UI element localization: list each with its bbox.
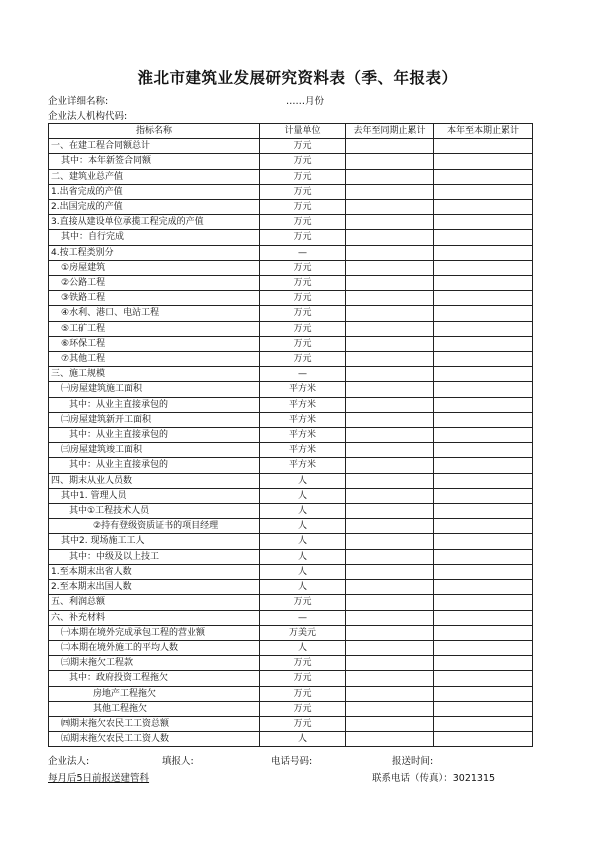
table-row [49,245,533,260]
this-year-cumulative-cell[interactable] [434,200,533,215]
table-row [49,640,533,655]
unit-cell: 人 [260,473,346,488]
indicator-name-cell: ㈠本期在境外完成承包工程的营业额 [49,625,260,640]
table-row [49,580,533,595]
last-year-cumulative-cell[interactable] [346,230,434,245]
unit-cell: 万元 [260,139,346,154]
last-year-cumulative-cell[interactable] [346,412,434,427]
indicator-name-cell: 其中1. 管理人员 [49,488,260,503]
last-year-cumulative-cell[interactable] [346,656,434,671]
last-year-cumulative-cell[interactable] [346,473,434,488]
unit-cell: 人 [260,580,346,595]
indicator-name-cell: ②公路工程 [49,276,260,291]
table-row [49,519,533,534]
table-row [49,200,533,215]
table-row [49,154,533,169]
this-year-cumulative-cell[interactable] [434,625,533,640]
last-year-cumulative-cell[interactable] [346,139,434,154]
this-year-cumulative-cell[interactable] [434,336,533,351]
this-year-cumulative-cell[interactable] [434,640,533,655]
last-year-cumulative-cell[interactable] [346,564,434,579]
unit-cell: — [260,610,346,625]
unit-cell: 人 [260,534,346,549]
last-year-cumulative-cell[interactable] [346,625,434,640]
this-year-cumulative-cell[interactable] [434,473,533,488]
last-year-cumulative-cell[interactable] [346,382,434,397]
table-row [49,321,533,336]
table-row [49,732,533,747]
indicator-name-cell: 四、期末从业人员数 [49,473,260,488]
legal-person-label: 企业法人: [48,756,90,767]
table-row [49,306,533,321]
table-row [49,367,533,382]
indicator-name-cell: ㈡本期在境外施工的平均人数 [49,640,260,655]
indicator-name-cell: 其中①工程技术人员 [49,504,260,519]
this-year-cumulative-cell[interactable] [434,139,533,154]
indicator-name-cell: 二、建筑业总产值 [49,169,260,184]
phone-label: 电话号码: [271,756,313,767]
last-year-cumulative-cell[interactable] [346,732,434,747]
indicator-name-cell: ㈢房屋建筑竣工面积 [49,443,260,458]
indicator-name-cell: ㈠房屋建筑施工面积 [49,382,260,397]
this-year-cumulative-cell[interactable] [434,291,533,306]
unit-cell: 平方米 [260,458,346,473]
indicator-name-cell: 三、施工规模 [49,367,260,382]
column-header-last-year: 去年至同期止累计 [346,124,434,139]
last-year-cumulative-cell[interactable] [346,686,434,701]
last-year-cumulative-cell[interactable] [346,276,434,291]
table-row [49,625,533,640]
indicator-name-cell: ⑥环保工程 [49,336,260,351]
this-year-cumulative-cell[interactable] [434,488,533,503]
deadline-note: 每月后5日前报送建管科 [48,773,150,784]
last-year-cumulative-cell[interactable] [346,701,434,716]
org-code-label: 企业法人机构代码: [48,111,128,122]
table-row [49,352,533,367]
this-year-cumulative-cell[interactable] [434,549,533,564]
indicator-name-cell: 其中：从业主直接承包的 [49,397,260,412]
table-row [49,473,533,488]
this-year-cumulative-cell[interactable] [434,230,533,245]
this-year-cumulative-cell[interactable] [434,534,533,549]
unit-cell: 万美元 [260,625,346,640]
unit-cell: 平方米 [260,428,346,443]
this-year-cumulative-cell[interactable] [434,458,533,473]
unit-cell: 万元 [260,215,346,230]
table-row [49,488,533,503]
last-year-cumulative-cell[interactable] [346,610,434,625]
table-row [49,397,533,412]
indicator-name-cell: 房地产工程拖欠 [49,686,260,701]
table-body [49,139,533,747]
table-row [49,504,533,519]
table-row [49,656,533,671]
last-year-cumulative-cell[interactable] [346,595,434,610]
statistics-table [48,123,533,747]
table-row [49,291,533,306]
this-year-cumulative-cell[interactable] [434,276,533,291]
unit-cell: 万元 [260,336,346,351]
table-row [49,443,533,458]
last-year-cumulative-cell[interactable] [346,519,434,534]
indicator-name-cell: 1.至本期末出省人数 [49,564,260,579]
company-name-label: 企业详细名称: [48,96,109,107]
table-row [49,701,533,716]
this-year-cumulative-cell[interactable] [434,564,533,579]
table-row [49,534,533,549]
this-year-cumulative-cell[interactable] [434,656,533,671]
table-row [49,610,533,625]
table-row [49,276,533,291]
table-row [49,716,533,731]
last-year-cumulative-cell[interactable] [346,260,434,275]
this-year-cumulative-cell[interactable] [434,367,533,382]
column-header-unit: 计量单位 [260,124,346,139]
indicator-name-cell: ①房屋建筑 [49,260,260,275]
this-year-cumulative-cell[interactable] [434,701,533,716]
last-year-cumulative-cell[interactable] [346,352,434,367]
table-header-row [49,124,533,139]
this-year-cumulative-cell[interactable] [434,169,533,184]
last-year-cumulative-cell[interactable] [346,580,434,595]
last-year-cumulative-cell[interactable] [346,291,434,306]
last-year-cumulative-cell[interactable] [346,321,434,336]
last-year-cumulative-cell[interactable] [346,169,434,184]
unit-cell: 万元 [260,701,346,716]
last-year-cumulative-cell[interactable] [346,504,434,519]
table-row [49,671,533,686]
indicator-name-cell: 其他工程拖欠 [49,701,260,716]
this-year-cumulative-cell[interactable] [434,260,533,275]
unit-cell: 万元 [260,321,346,336]
table-row [49,428,533,443]
unit-cell: 人 [260,732,346,747]
unit-cell: 万元 [260,200,346,215]
unit-cell: 万元 [260,154,346,169]
indicator-name-cell: 2.至本期末出国人数 [49,580,260,595]
unit-cell: 万元 [260,352,346,367]
indicator-name-cell: 2.出国完成的产值 [49,200,260,215]
this-year-cumulative-cell[interactable] [434,382,533,397]
unit-cell: 平方米 [260,443,346,458]
indicator-name-cell: ㈣期末拖欠农民工工资总额 [49,716,260,731]
unit-cell: 万元 [260,671,346,686]
unit-cell: 万元 [260,595,346,610]
last-year-cumulative-cell[interactable] [346,428,434,443]
last-year-cumulative-cell[interactable] [346,549,434,564]
indicator-name-cell: 其中：政府投资工程拖欠 [49,671,260,686]
this-year-cumulative-cell[interactable] [434,610,533,625]
indicator-name-cell: 1.出省完成的产值 [49,184,260,199]
unit-cell: 万元 [260,169,346,184]
indicator-name-cell: 4.按工程类别分 [49,245,260,260]
column-header-this-year: 本年至本期止累计 [434,124,533,139]
last-year-cumulative-cell[interactable] [346,154,434,169]
this-year-cumulative-cell[interactable] [434,504,533,519]
this-year-cumulative-cell[interactable] [434,154,533,169]
this-year-cumulative-cell[interactable] [434,732,533,747]
unit-cell: 人 [260,640,346,655]
unit-cell: 万元 [260,184,346,199]
indicator-name-cell: 其中：中级及以上技工 [49,549,260,564]
table-row [49,139,533,154]
table-row [49,260,533,275]
this-year-cumulative-cell[interactable] [434,686,533,701]
indicator-name-cell: ③铁路工程 [49,291,260,306]
submit-time-label: 报送时间: [392,756,434,767]
unit-cell: 平方米 [260,412,346,427]
this-year-cumulative-cell[interactable] [434,443,533,458]
filler-label: 填报人: [162,756,194,767]
last-year-cumulative-cell[interactable] [346,458,434,473]
table-row [49,458,533,473]
indicator-name-cell: ㈤期末拖欠农民工工资人数 [49,732,260,747]
last-year-cumulative-cell[interactable] [346,488,434,503]
this-year-cumulative-cell[interactable] [434,352,533,367]
table-row [49,564,533,579]
indicator-name-cell: 其中2. 现场施工工人 [49,534,260,549]
unit-cell: 万元 [260,230,346,245]
unit-cell: 万元 [260,276,346,291]
page-title: 淮北市建筑业发展研究资料表（季、年报表） [137,69,458,87]
this-year-cumulative-cell[interactable] [434,716,533,731]
last-year-cumulative-cell[interactable] [346,245,434,260]
last-year-cumulative-cell[interactable] [346,534,434,549]
this-year-cumulative-cell[interactable] [434,595,533,610]
this-year-cumulative-cell[interactable] [434,519,533,534]
unit-cell: 人 [260,549,346,564]
this-year-cumulative-cell[interactable] [434,215,533,230]
table-row [49,549,533,564]
last-year-cumulative-cell[interactable] [346,640,434,655]
table-row [49,412,533,427]
table-row [49,382,533,397]
unit-cell: 万元 [260,686,346,701]
table-row [49,336,533,351]
table-row [49,230,533,245]
last-year-cumulative-cell[interactable] [346,215,434,230]
indicator-name-cell: ②持有登级资质证书的项目经理 [49,519,260,534]
indicator-name-cell: ④水利、港口、电站工程 [49,306,260,321]
this-year-cumulative-cell[interactable] [434,428,533,443]
unit-cell: 人 [260,488,346,503]
this-year-cumulative-cell[interactable] [434,580,533,595]
indicator-name-cell: ㈢期末拖欠工程款 [49,656,260,671]
this-year-cumulative-cell[interactable] [434,671,533,686]
table-row [49,215,533,230]
indicator-name-cell: ⑤工矿工程 [49,321,260,336]
unit-cell: 平方米 [260,382,346,397]
indicator-name-cell: 3.直接从建设单位承揽工程完成的产值 [49,215,260,230]
indicator-name-cell: 其中：从业主直接承包的 [49,428,260,443]
unit-cell: 人 [260,519,346,534]
unit-cell: 万元 [260,656,346,671]
last-year-cumulative-cell[interactable] [346,397,434,412]
indicator-name-cell: 六、补充材料 [49,610,260,625]
unit-cell: 万元 [260,716,346,731]
last-year-cumulative-cell[interactable] [346,306,434,321]
this-year-cumulative-cell[interactable] [434,321,533,336]
unit-cell: 平方米 [260,397,346,412]
unit-cell: — [260,367,346,382]
contact-info: 联系电话（传真）：3021315 [372,773,496,784]
last-year-cumulative-cell[interactable] [346,184,434,199]
last-year-cumulative-cell[interactable] [346,671,434,686]
this-year-cumulative-cell[interactable] [434,412,533,427]
table-row [49,595,533,610]
unit-cell: 万元 [260,306,346,321]
this-year-cumulative-cell[interactable] [434,184,533,199]
indicator-name-cell: 其中：从业主直接承包的 [49,458,260,473]
table-row [49,169,533,184]
column-header-indicator: 指标名称 [49,124,260,139]
indicator-name-cell: 五、利润总额 [49,595,260,610]
last-year-cumulative-cell[interactable] [346,336,434,351]
table-row [49,686,533,701]
this-year-cumulative-cell[interactable] [434,397,533,412]
last-year-cumulative-cell[interactable] [346,200,434,215]
indicator-name-cell: 其中：自行完成 [49,230,260,245]
indicator-name-cell: ⑦其他工程 [49,352,260,367]
table-row [49,184,533,199]
unit-cell: 人 [260,504,346,519]
last-year-cumulative-cell[interactable] [346,443,434,458]
last-year-cumulative-cell[interactable] [346,716,434,731]
month-label: ……月份 [286,96,325,107]
unit-cell: 人 [260,564,346,579]
indicator-name-cell: 一、在建工程合同额总计 [49,139,260,154]
this-year-cumulative-cell[interactable] [434,245,533,260]
unit-cell: — [260,245,346,260]
last-year-cumulative-cell[interactable] [346,367,434,382]
indicator-name-cell: ㈡房屋建筑新开工面积 [49,412,260,427]
this-year-cumulative-cell[interactable] [434,306,533,321]
indicator-name-cell: 其中：本年新签合同额 [49,154,260,169]
unit-cell: 万元 [260,260,346,275]
unit-cell: 万元 [260,291,346,306]
